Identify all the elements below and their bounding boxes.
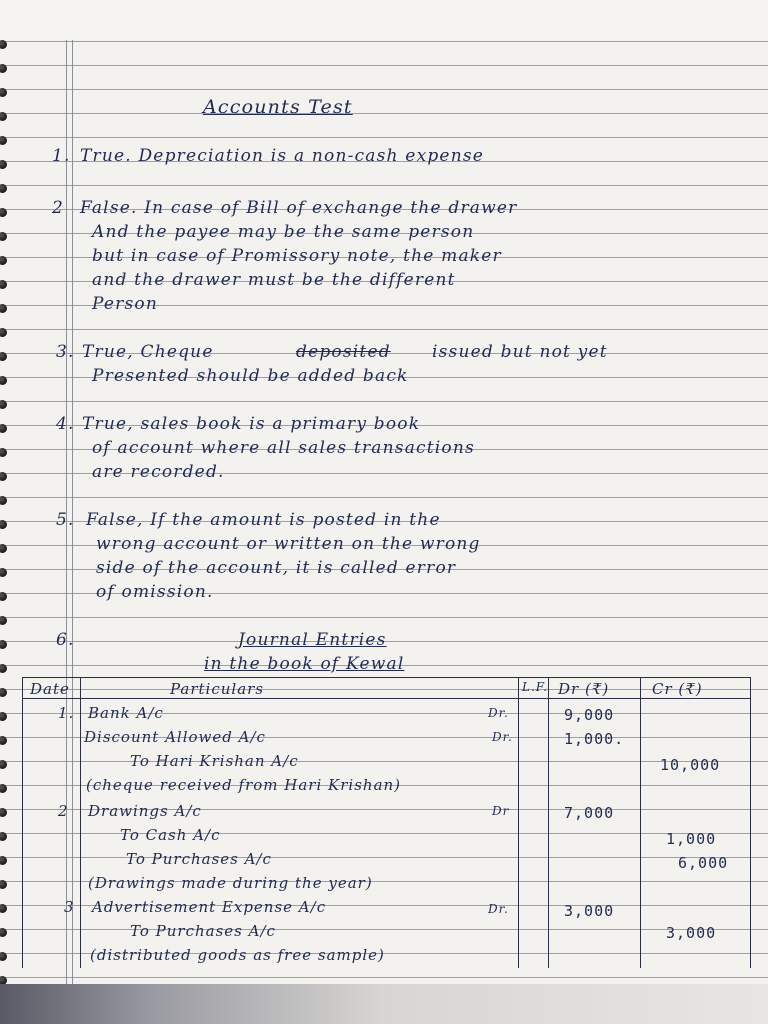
answer-5-line-4: of omission.: [96, 582, 214, 602]
row-5-particulars: Drawings A/c: [88, 802, 202, 820]
row-11-narration: (distributed goods as free sample): [90, 946, 385, 964]
row-9-date: 3: [64, 898, 75, 916]
answer-4-line-2: of account where all sales transactions: [92, 438, 475, 458]
table-date-rule: [80, 677, 81, 968]
row-1-dr-mark: Dr.: [488, 706, 509, 720]
answer-5-number: 5.: [56, 510, 75, 530]
row-9-dr-mark: Dr.: [488, 902, 509, 916]
row-4-narration: (cheque received from Hari Krishan): [86, 776, 402, 794]
row-3-cr: 10,000: [660, 756, 721, 774]
table-left-rule: [22, 677, 23, 968]
col-header-lf: L.F.: [522, 680, 549, 694]
row-3-particulars: To Hari Krishan A/c: [130, 752, 299, 770]
answer-3-number: 3.: [56, 342, 75, 362]
row-7-particulars: To Purchases A/c: [126, 850, 272, 868]
table-particulars-rule: [518, 677, 519, 968]
col-header-dr: Dr (₹): [558, 680, 610, 698]
answer-2-number: 2: [52, 198, 65, 218]
answer-4-line-1: True, sales book is a primary book: [82, 414, 421, 434]
answer-2-line-2: And the payee may be the same person: [92, 222, 475, 242]
row-9-dr: 3,000: [564, 902, 615, 920]
answer-3-struck-word: deposited: [296, 342, 391, 362]
row-10-cr: 3,000: [666, 924, 717, 942]
spiral-binding: [0, 40, 12, 984]
row-5-date: 2: [58, 802, 69, 820]
answer-5-line-1: False, If the amount is posted in the: [86, 510, 441, 530]
row-7-cr: 6,000: [678, 854, 729, 872]
row-2-dr-mark: Dr.: [492, 730, 513, 744]
answer-2-line-5: Person: [92, 294, 158, 314]
row-5-dr: 7,000: [564, 804, 615, 822]
row-1-date: 1.: [58, 704, 75, 722]
table-right-rule: [750, 677, 751, 968]
row-8-narration: (Drawings made during the year): [88, 874, 373, 892]
answer-2-line-1: False. In case of Bill of exchange the drawer: [80, 198, 518, 218]
journal-heading: Journal Entries: [238, 630, 387, 650]
page-title: Accounts Test: [203, 96, 353, 118]
row-1-particulars: Bank A/c: [88, 704, 164, 722]
answer-2-line-4: and the drawer must be the different: [92, 270, 456, 290]
row-2-particulars: Discount Allowed A/c: [84, 728, 266, 746]
answer-5-line-3: side of the account, it is called error: [96, 558, 457, 578]
row-1-dr: 9,000: [564, 706, 615, 724]
answer-4-number: 4.: [56, 414, 75, 434]
col-header-particulars: Particulars: [170, 680, 265, 698]
answer-3-line-1: True, Cheque: [82, 342, 214, 362]
table-lf-rule: [548, 677, 549, 968]
answer-3-line-2: Presented should be added back: [92, 366, 409, 386]
answer-2-line-3: but in case of Promissory note, the maker: [92, 246, 502, 266]
answer-6-number: 6.: [56, 630, 75, 650]
row-5-dr-mark: Dr: [492, 804, 510, 818]
row-6-cr: 1,000: [666, 830, 717, 848]
answer-1-number: 1.: [52, 146, 71, 166]
answer-4-line-3: are recorded.: [92, 462, 225, 482]
row-6-particulars: To Cash A/c: [120, 826, 221, 844]
row-2-dr: 1,000.: [564, 730, 625, 748]
journal-subheading: in the book of Kewal: [204, 654, 405, 674]
row-9-particulars: Advertisement Expense A/c: [92, 898, 327, 916]
row-10-particulars: To Purchases A/c: [130, 922, 276, 940]
table-dr-rule: [640, 677, 641, 968]
answer-5-line-2: wrong account or written on the wrong: [96, 534, 481, 554]
col-header-date: Date: [30, 680, 70, 698]
answer-3-line-1b: issued but not yet: [432, 342, 608, 362]
col-header-cr: Cr (₹): [652, 680, 703, 698]
answer-1-line-1: True. Depreciation is a non-cash expense: [80, 146, 485, 166]
